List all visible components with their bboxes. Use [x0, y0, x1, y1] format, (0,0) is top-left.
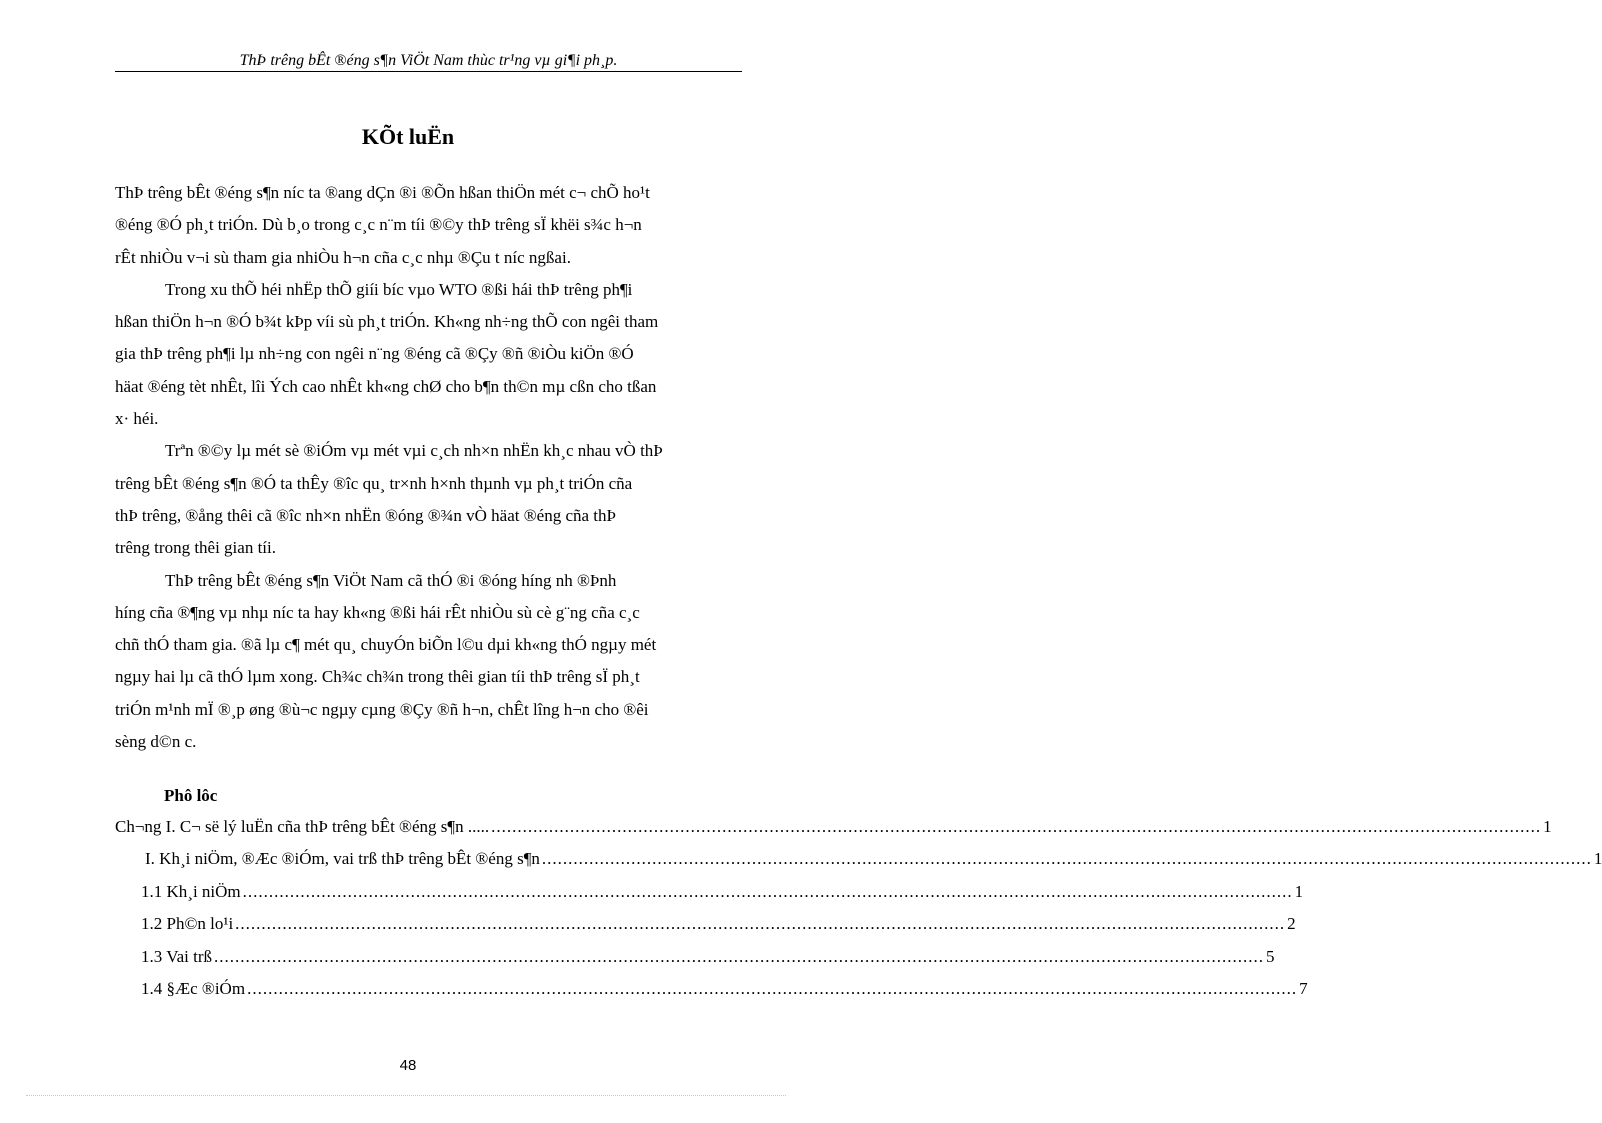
paragraph-line: Trªn ®©y lµ mét sè ®iÓm vµ mét vµi c¸ch nh×n nhËn kh¸c nhau vÒ thÞ: [165, 441, 663, 461]
toc-leader-dots: ........................................................................................................................................................................................................: [242, 881, 1293, 901]
appendix-title: Phô lôc: [164, 786, 218, 805]
paragraph-line: häat ®éng tèt nhÊt, lîi Ých cao nhÊt kh«ng chØ cho b¶n th©n mµ cßn cho tßan: [115, 376, 657, 396]
paragraph-line: sèng d©n c.: [115, 732, 197, 752]
header-rule: [115, 71, 742, 72]
paragraph-line: trêng trong thêi gian tíi.: [115, 538, 276, 558]
toc-entry[interactable]: [115, 978, 1308, 1011]
paragraph-line: ®éng ®Ó ph¸t triÓn. Dù b¸o trong c¸c n¨m tíi ®©y thÞ trêng sÏ khëi s¾c h¬n: [115, 215, 642, 235]
paragraph-line: trêng bÊt ®éng s¶n ®Ó ta thÊy ®îc qu¸ tr×nh h×nh thµnh vµ ph¸t triÓn cña: [115, 473, 633, 493]
paragraph-line: ThÞ trêng bÊt ®éng s¶n ViÖt Nam cã thÓ ®i ®óng híng nh ®Þnh: [165, 570, 617, 590]
paragraph-line: ThÞ trêng bÊt ®éng s¶n níc ta ®ang dÇn ®i ®Õn hßan thiÖn mét c¬ chÕ ho¹t: [115, 183, 650, 202]
toc-entry[interactable]: [115, 849, 1602, 881]
toc-entry-label: I. Kh¸i niÖm, ®Æc ®iÓm, vai trß thÞ trêng bÊt ®éng s¶n: [145, 849, 540, 869]
toc-entry-label: Ch¬ng I. C¬ së lý luËn cña thÞ trêng bÊt ®éng s¶n .....: [115, 817, 490, 836]
toc-entry-page: 1: [1294, 881, 1304, 901]
toc-entry-page: 2: [1287, 914, 1296, 934]
paragraph-line: Trong xu thÕ héi nhËp thÕ giíi bíc vµo WTO ®ßi hái thÞ trêng ph¶i: [165, 279, 633, 299]
page-number: 48: [399, 1057, 417, 1074]
toc-entry-label: 1.4 §Æc ®iÓm: [141, 978, 246, 998]
toc-leader-dots: ........................................................................................................................................................................................................: [214, 946, 1264, 966]
section-title: KÕt luËn: [361, 124, 455, 149]
paragraph: [115, 565, 742, 759]
paragraph-line: chñ thÓ tham gia. ®ã lµ c¶ mét qu¸ chuyÓn biÕn l©u dµi kh«ng thÓ ngµy mét: [115, 635, 657, 655]
toc-entry-page: 5: [1266, 946, 1275, 966]
toc-entry-label: 1.1 Kh¸i niÖm: [141, 881, 241, 901]
paragraph-line: ngµy hai lµ cã thÓ lµm xong. Ch¾c ch¾n trong thêi gian tíi thÞ trêng sÏ ph¸t: [115, 667, 640, 687]
toc-leader-dots: ........................................................................................................................................................................................................: [491, 817, 1542, 836]
body-text: [115, 177, 742, 758]
toc-entry-label: 1.2 Ph©n lo¹i: [141, 914, 234, 934]
toc-entry-page: 7: [1299, 978, 1308, 998]
paragraph-line: x· héi.: [115, 409, 159, 429]
toc-leader-dots: ........................................................................................................................................................................................................: [247, 978, 1298, 998]
toc-leader-dots: ........................................................................................................................................................................................................: [541, 849, 1592, 869]
paragraph: [115, 177, 742, 274]
paragraph-line: rÊt nhiÒu v¬i sù tham gia nhiÒu h¬n cña c¸c nhµ ®Çu t níc ngßai.: [115, 247, 571, 267]
paragraph: [115, 274, 742, 435]
bottom-rule: [26, 1095, 786, 1096]
paragraph-line: triÓn m¹nh mÏ ®¸p øng ®ù¬c ngµy cµng ®Çy ®ñ h¬n, chÊt lîng h¬n cho ®êi: [115, 699, 649, 719]
running-header: ThÞ trêng bÊt ®éng s¶n ViÖt Nam thùc tr¹ng vµ gi¶i ph¸p.: [239, 52, 618, 69]
toc-entry[interactable]: [115, 914, 1296, 946]
paragraph-line: hßan thiÖn h¬n ®Ó b¾t kÞp víi sù ph¸t triÓn. Kh«ng nh÷ng thÕ con ngêi tham: [115, 312, 659, 332]
toc-entry[interactable]: [115, 946, 1275, 979]
paragraph-line: thÞ trêng, ®ång thêi cã ®îc nh×n nhËn ®óng ®¾n vÒ häat ®éng cña thÞ: [115, 505, 616, 525]
table-of-contents: [115, 817, 1602, 1011]
paragraph: [115, 435, 742, 564]
paragraph-line: gia thÞ trêng ph¶i lµ nh÷ng con ngêi n¨ng ®éng cã ®Çy ®ñ ®iÒu kiÖn ®Ó: [115, 344, 634, 364]
toc-entry-page: 1: [1593, 849, 1602, 869]
toc-entry-page: 1: [1543, 817, 1552, 836]
toc-entry[interactable]: [115, 817, 1552, 849]
toc-entry-label: 1.3 Vai trß: [141, 946, 212, 966]
toc-leader-dots: ........................................................................................................................................................................................................: [235, 914, 1286, 934]
paragraph-line: híng cña ®¶ng vµ nhµ níc ta hay kh«ng ®ßi hái rÊt nhiÒu sù cè g¨ng cña c¸c: [115, 602, 640, 622]
toc-entry[interactable]: [115, 881, 1304, 914]
